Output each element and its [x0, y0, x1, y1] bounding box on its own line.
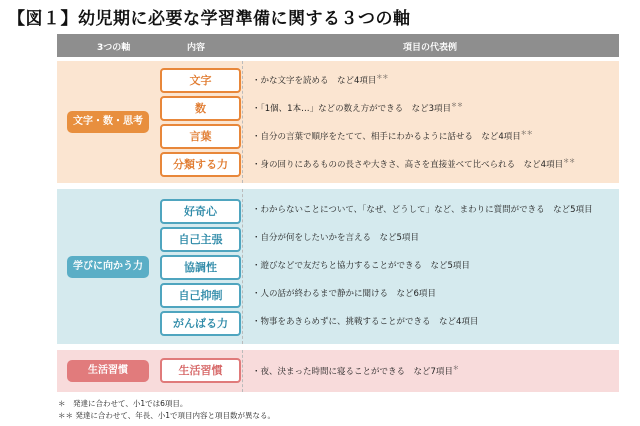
example-text: ・人の話が終わるまで静かに聞ける など6項目 [252, 289, 436, 299]
content-box: 言葉 [160, 124, 241, 149]
content-box: がんばる力 [160, 311, 241, 336]
header-examples: 項目の代表例 [403, 43, 458, 53]
section-manabi [57, 189, 619, 344]
divider [242, 189, 243, 344]
axis-label: 文字・数・思考 [67, 111, 149, 133]
content-box: 協調性 [160, 255, 241, 280]
axis-label: 学びに向かう力 [67, 256, 149, 278]
example-text: ・夜、決まった時間に寝ることができる など7項目＊ [252, 365, 459, 377]
divider [242, 61, 243, 183]
example-text: ・遊びなどで友だちと協力することができる など5項目 [252, 261, 470, 271]
footnote: ＊ 発達に合わせて、小1では6項目。 [58, 399, 188, 408]
content-box: 数 [160, 96, 241, 121]
content-box: 好奇心 [160, 199, 241, 224]
content-box: 生活習慣 [160, 358, 241, 383]
content-box: 分類する力 [160, 152, 241, 177]
figure-title: 【図１】幼児期に必要な学習準備に関する３つの軸 [8, 9, 411, 29]
example-text: ・わからないことについて、「なぜ、どうして」など、まわりに質問ができる など5項目 [252, 205, 593, 215]
header-axis: 3つの軸 [97, 43, 131, 53]
example-text: ・自分の言葉で順序をたてて、相手にわかるように話せる など4項目＊＊ [252, 130, 533, 142]
content-box: 自己主張 [160, 227, 241, 252]
footnote: ＊＊ 発達に合わせて、年長、小1で項目内容と項目数が異なる。 [58, 411, 276, 420]
example-text: ・身の回りにあるものの長さや大きさ、高さを直接並べて比べられる など4項目＊＊ [252, 158, 576, 170]
content-box: 文字 [160, 68, 241, 93]
section-moji-su-shikou [57, 61, 619, 183]
example-text: ・かな文字を読める など4項目＊＊ [252, 74, 389, 86]
table-header [57, 34, 619, 57]
example-text: ・自分が何をしたいかを言える など5項目 [252, 233, 419, 243]
section-seikatsu [57, 350, 619, 392]
divider [242, 350, 243, 392]
example-text: ・「1個、1本…」などの数え方ができる など3項目＊＊ [252, 102, 463, 114]
example-text: ・物事をあきらめずに、挑戦することができる など4項目 [252, 317, 479, 327]
content-box: 自己抑制 [160, 283, 241, 308]
axis-label: 生活習慣 [67, 360, 149, 382]
header-content: 内容 [187, 43, 206, 53]
